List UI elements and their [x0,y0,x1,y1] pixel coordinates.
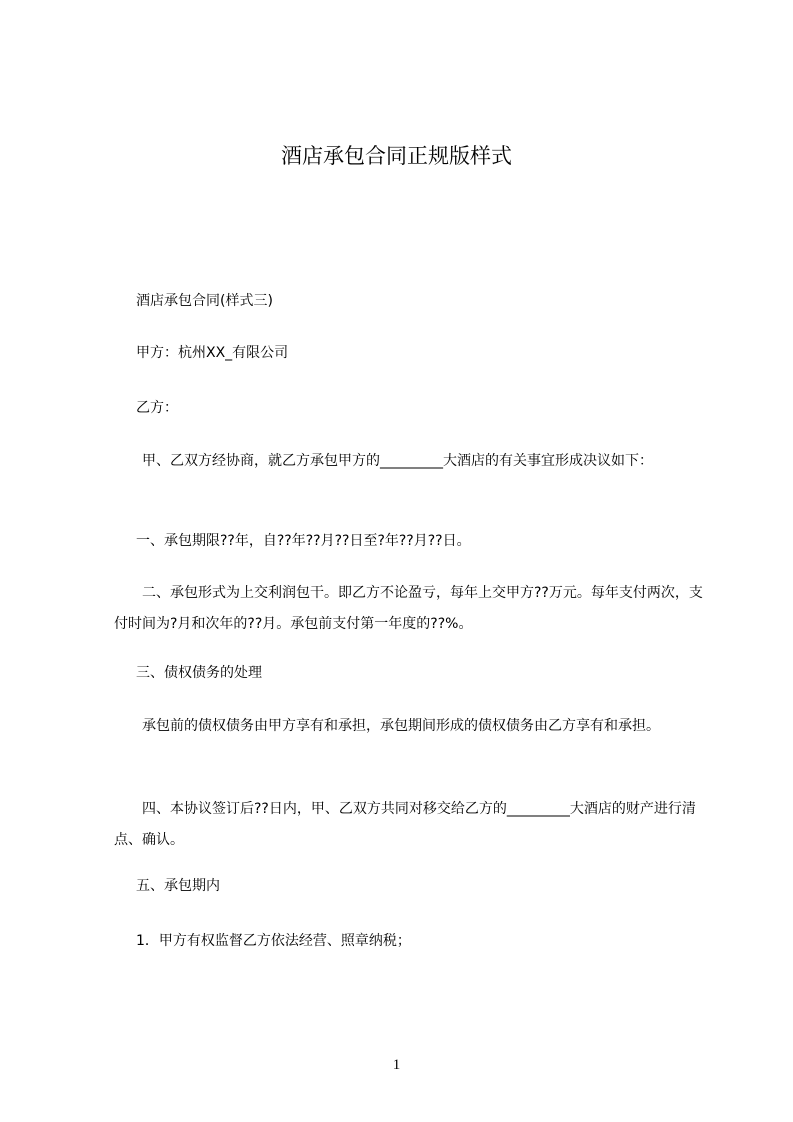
clause-2-form: 二、承包形式为上交利润包干。即乙方不论盈亏，每年上交甲方??万元。每年支付两次，支付时间为?月和次年的??月。承包前支付第一年度的??%。 [114,585,703,632]
clause-1-term: 一、承包期限??年，自??年??月??日至?年??月??日。 [136,533,471,549]
document-title: 酒店承包合同正规版样式 [281,144,512,168]
clause-4-inventory: 四、本协议签订后??日内，甲、乙双方共同对移交给乙方的_________大酒店的财产进行清点、确认。 [114,801,696,848]
preamble-paragraph: 甲、乙双方经协商，就乙方承包甲方的_________大酒店的有关事宜形成决议如下： [142,453,653,469]
page-number: 1 [392,1057,401,1073]
party-b: 乙方： [136,400,178,416]
clause-5-heading: 五、承包期内 [136,878,220,894]
clause-3-body: 承包前的债权债务由甲方享有和承担，承包期间形成的债权债务由乙方享有和承担。 [142,718,660,734]
clause-5-item-1: 1．甲方有权监督乙方依法经营、照章纳税； [136,933,411,949]
clause-3-heading: 三、债权债务的处理 [136,665,262,681]
contract-subtitle: 酒店承包合同(样式三) [136,293,273,309]
party-a: 甲方：杭州XX_有限公司 [136,345,289,361]
